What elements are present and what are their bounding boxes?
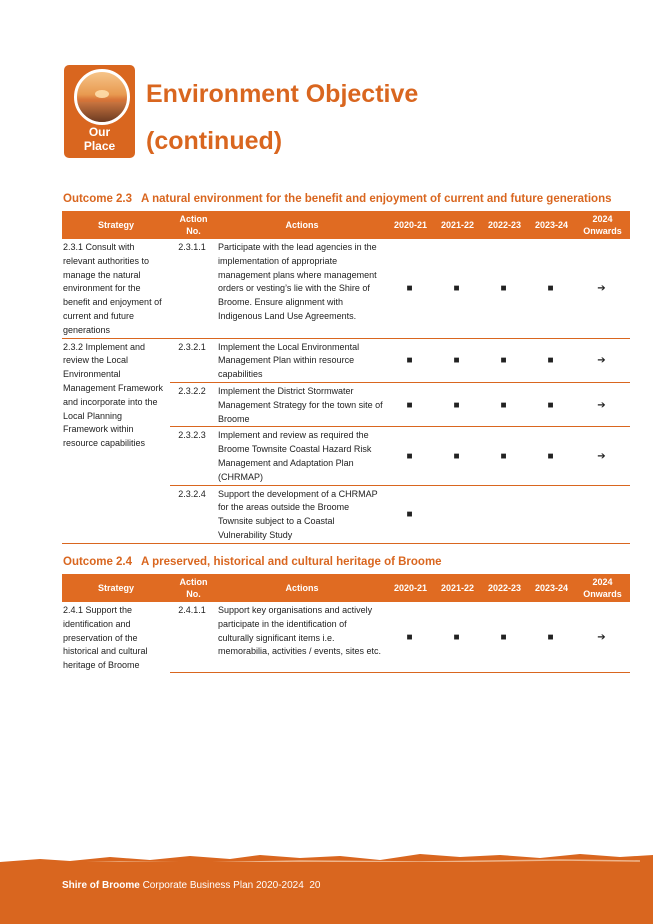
year-mark: ■ xyxy=(481,382,528,426)
year-mark: ■ xyxy=(387,427,434,485)
sun-shape xyxy=(95,90,109,98)
year-mark: ■ xyxy=(387,485,434,543)
table-row xyxy=(62,239,630,338)
year-mark: ■ xyxy=(528,602,575,673)
action-number: 2.3.2.3 xyxy=(170,427,217,485)
year-mark: ■ xyxy=(481,427,528,485)
col-2023-24: 2023-24 xyxy=(528,211,575,239)
footer-band xyxy=(0,862,653,924)
year-mark: ■ xyxy=(481,338,528,382)
year-mark xyxy=(434,485,481,543)
action-text: Implement the District Stormwater Management Strategy for the town site of Broome xyxy=(217,382,387,426)
page-number: 20 xyxy=(309,880,321,891)
year-mark: ■ xyxy=(528,382,575,426)
table-header-row xyxy=(62,574,630,602)
year-mark: ■ xyxy=(387,239,434,338)
col-actions: Actions xyxy=(217,211,387,239)
outcome-2-3-heading xyxy=(63,193,611,205)
badge-label xyxy=(64,125,135,153)
footer-org: Shire of Broome xyxy=(62,880,140,891)
year-mark: ■ xyxy=(528,239,575,338)
year-mark: ■ xyxy=(434,338,481,382)
sunset-beach-photo xyxy=(74,69,130,125)
outcome-2-3-table xyxy=(62,211,630,544)
table-header-row xyxy=(62,211,630,239)
year-mark xyxy=(528,485,575,543)
year-mark: ■ xyxy=(528,338,575,382)
year-mark: ■ xyxy=(387,602,434,673)
table-row xyxy=(62,338,630,382)
col-action-no: Action No. xyxy=(170,574,217,602)
action-text: Implement the Local Environmental Management Plan within resource capabilities xyxy=(217,338,387,382)
strategy-cell: 2.3.2 Implement and review the Local Environmental Management Framework and incorporate into the Local Planning Framework within resource capabilities xyxy=(62,338,170,543)
ongoing-arrow-icon: ➔ xyxy=(575,239,630,338)
col-2023-24: 2023-24 xyxy=(528,574,575,602)
ongoing-arrow-icon: ➔ xyxy=(575,602,630,673)
col-2020-21: 2020-21 xyxy=(387,574,434,602)
our-place-badge xyxy=(64,65,135,158)
year-mark: ■ xyxy=(434,602,481,673)
ongoing-arrow-icon: ➔ xyxy=(575,338,630,382)
year-mark: ■ xyxy=(387,382,434,426)
ongoing-arrow-icon: ➔ xyxy=(575,382,630,426)
page-title-line1: Environment Objective xyxy=(146,80,419,108)
ongoing-arrow-icon: ➔ xyxy=(575,427,630,485)
action-number: 2.3.2.4 xyxy=(170,485,217,543)
action-number: 2.3.2.2 xyxy=(170,382,217,426)
year-mark: ■ xyxy=(434,427,481,485)
table-row xyxy=(62,602,630,673)
year-mark: ■ xyxy=(481,239,528,338)
outcome-title: A preserved, historical and cultural heritage of Broome xyxy=(141,556,442,568)
badge-label-line1: Our xyxy=(88,125,111,139)
sea-shape xyxy=(77,102,127,122)
action-number: 2.3.2.1 xyxy=(170,338,217,382)
action-text: Participate with the lead agencies in the implementation of appropriate management plans where management orders or vesting’s lie with the Shire of Broome. Ensure alignment with Indigenous Land Use Agreements. xyxy=(217,239,387,338)
col-strategy: Strategy xyxy=(62,211,170,239)
page-title-line2: (continued) xyxy=(146,127,283,155)
col-actions: Actions xyxy=(217,574,387,602)
year-mark: ■ xyxy=(528,427,575,485)
year-mark xyxy=(575,485,630,543)
outcome-number: Outcome 2.4 xyxy=(63,556,133,568)
col-2024-onwards: 2024 Onwards xyxy=(575,211,630,239)
action-text: Support the development of a CHRMAP for the areas outside the Broome Townsite subject to a Coastal Vulnerability Study xyxy=(217,485,387,543)
footer-text xyxy=(62,880,320,891)
year-mark: ■ xyxy=(481,602,528,673)
action-number: 2.4.1.1 xyxy=(170,602,217,673)
col-2021-22: 2021-22 xyxy=(434,574,481,602)
outcome-number: Outcome 2.3 xyxy=(63,193,133,205)
col-2022-23: 2022-23 xyxy=(481,574,528,602)
outcome-2-4-heading xyxy=(63,556,442,568)
col-2021-22: 2021-22 xyxy=(434,211,481,239)
strategy-cell: 2.4.1 Support the identification and preservation of the historical and cultural heritage of Broome xyxy=(63,605,148,671)
action-number: 2.3.1.1 xyxy=(170,239,217,338)
year-mark: ■ xyxy=(434,382,481,426)
strategy-cell: 2.3.1 Consult with relevant authorities to manage the natural environment for the benefit and enjoyment of current and future generations xyxy=(62,239,170,338)
year-mark: ■ xyxy=(387,338,434,382)
action-text: Implement and review as required the Broome Townsite Coastal Hazard Risk Management and Adaptation Plan (CHRMAP) xyxy=(217,427,387,485)
outcome-title: A natural environment for the benefit and enjoyment of current and future generations xyxy=(141,193,612,205)
col-2020-21: 2020-21 xyxy=(387,211,434,239)
action-text: Support key organisations and actively participate in the identification of culturally significant items i.e. memorabilia, activities / events, sites etc. xyxy=(217,602,387,673)
col-2022-23: 2022-23 xyxy=(481,211,528,239)
year-mark xyxy=(481,485,528,543)
footer-doc-title: Corporate Business Plan 2020-2024 xyxy=(142,880,304,891)
year-mark: ■ xyxy=(434,239,481,338)
badge-label-line2: Place xyxy=(83,139,116,153)
col-action-no: Action No. xyxy=(170,211,217,239)
col-strategy: Strategy xyxy=(62,574,170,602)
outcome-2-4-table xyxy=(62,574,630,673)
col-2024-onwards: 2024 Onwards xyxy=(575,574,630,602)
